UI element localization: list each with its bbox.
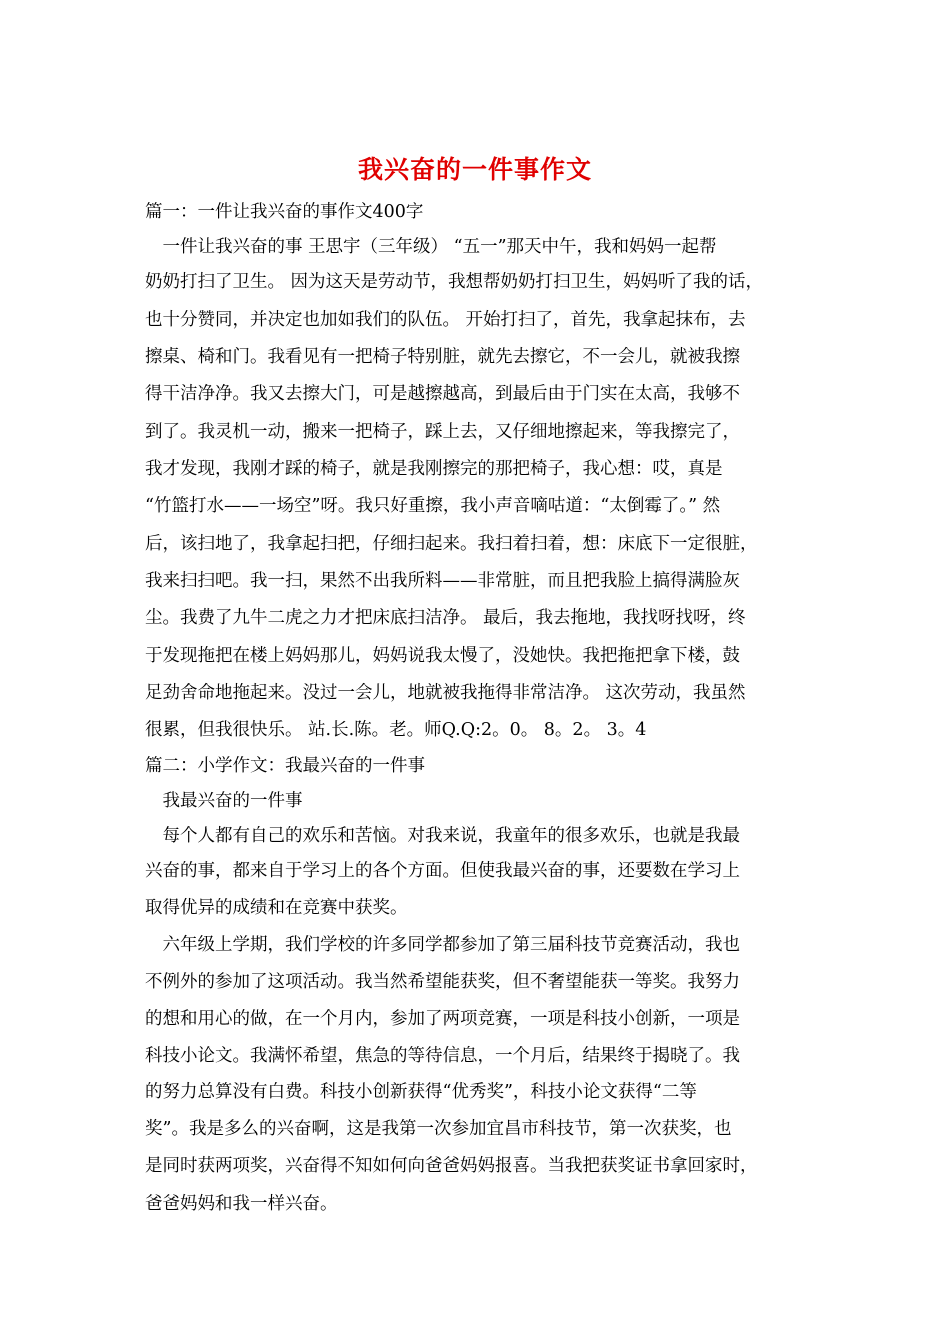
text-line: 六年级上学期，我们学校的许多同学都参加了第三届科技节竞赛活动，我也 xyxy=(145,935,740,955)
text-line: 足劲舍命地拖起来。没过一会儿，地就被我拖得非常洁净。 这次劳动，我虽然 xyxy=(145,683,746,703)
text-line: 奖”。我是多么的兴奋啊，这是我第一次参加宜昌市科技节，第一次获奖，也 xyxy=(145,1119,732,1139)
section-heading: 篇二：小学作文：我最兴奋的一件事 xyxy=(145,756,425,776)
text-line: 得干洁净净。我又去擦大门，可是越擦越高，到最后由于门实在太高，我够不 xyxy=(145,384,740,404)
text-line: 每个人都有自己的欢乐和苦恼。对我来说，我童年的很多欢乐，也就是我最 xyxy=(145,826,740,846)
text-line: “竹篮打水——一场空”呀。我只好重擦，我小声音嘀咕道：“太倒霉了。” 然 xyxy=(145,496,721,516)
text-line: 后，该扫地了，我拿起扫把，仔细扫起来。我扫着扫着，想：床底下一定很脏， xyxy=(145,534,758,554)
text-line: 我才发现，我刚才踩的椅子，就是我刚擦完的那把椅子，我心想：哎，真是 xyxy=(145,459,723,479)
text-line: 兴奋的事，都来自于学习上的各个方面。但使我最兴奋的事，还要数在学习上 xyxy=(145,861,740,881)
text-line: 于发现拖把在楼上妈妈那儿，妈妈说我太慢了，没她快。我把拖把拿下楼，鼓 xyxy=(145,646,740,666)
text-line: 尘。我费了九牛二虎之力才把床底扫洁净。 最后，我去拖地，我找呀找呀，终 xyxy=(145,608,746,628)
text-line: 的想和用心的做，在一个月内，参加了两项竞赛，一项是科技小创新，一项是 xyxy=(145,1009,740,1029)
text-line: 取得优异的成绩和在竞赛中获奖。 xyxy=(145,898,408,918)
text-line: 科技小论文。我满怀希望，焦急的等待信息，一个月后，结果终于揭晓了。我 xyxy=(145,1046,740,1066)
text-line: 也十分赞同，并决定也加如我们的队伍。 开始打扫了，首先，我拿起抹布，去 xyxy=(145,310,746,330)
text-line: 的努力总算没有白费。科技小创新获得“优秀奖”，科技小论文获得“二等 xyxy=(145,1082,697,1102)
section-subheading: 我最兴奋的一件事 xyxy=(145,791,303,811)
text-line: 很累，但我很快乐。 站.长.陈。老。师Q.Q:2。0。 8。2。 3。4 xyxy=(145,720,647,740)
text-line: 奶奶打扫了卫生。 因为这天是劳动节，我想帮奶奶打扫卫生，妈妈听了我的话， xyxy=(145,272,764,292)
text-line: 擦桌、椅和门。我看见有一把椅子特别脏，就先去擦它，不一会儿，就被我擦 xyxy=(145,347,740,367)
text-line: 我来扫扫吧。我一扫，果然不出我所料——非常脏，而且把我脸上搞得满脸灰 xyxy=(145,571,740,591)
text-line: 不例外的参加了这项活动。我当然希望能获奖，但不奢望能获一等奖。我努力 xyxy=(145,972,740,992)
document-title: 我兴奋的一件事作文 xyxy=(357,155,592,184)
text-line: 爸爸妈妈和我一样兴奋。 xyxy=(145,1194,338,1214)
text-line: 篇一：一件让我兴奋的事作文400字 xyxy=(145,202,424,222)
text-line: 一件让我兴奋的事 王思宇（三年级） “五一”那天中午，我和妈妈一起帮 xyxy=(145,237,717,257)
text-line: 是同时获两项奖，兴奋得不知如何向爸爸妈妈报喜。当我把获奖证书拿回家时， xyxy=(145,1156,758,1176)
text-line: 到了。我灵机一动，搬来一把椅子，踩上去，又仔细地擦起来，等我擦完了， xyxy=(145,422,740,442)
